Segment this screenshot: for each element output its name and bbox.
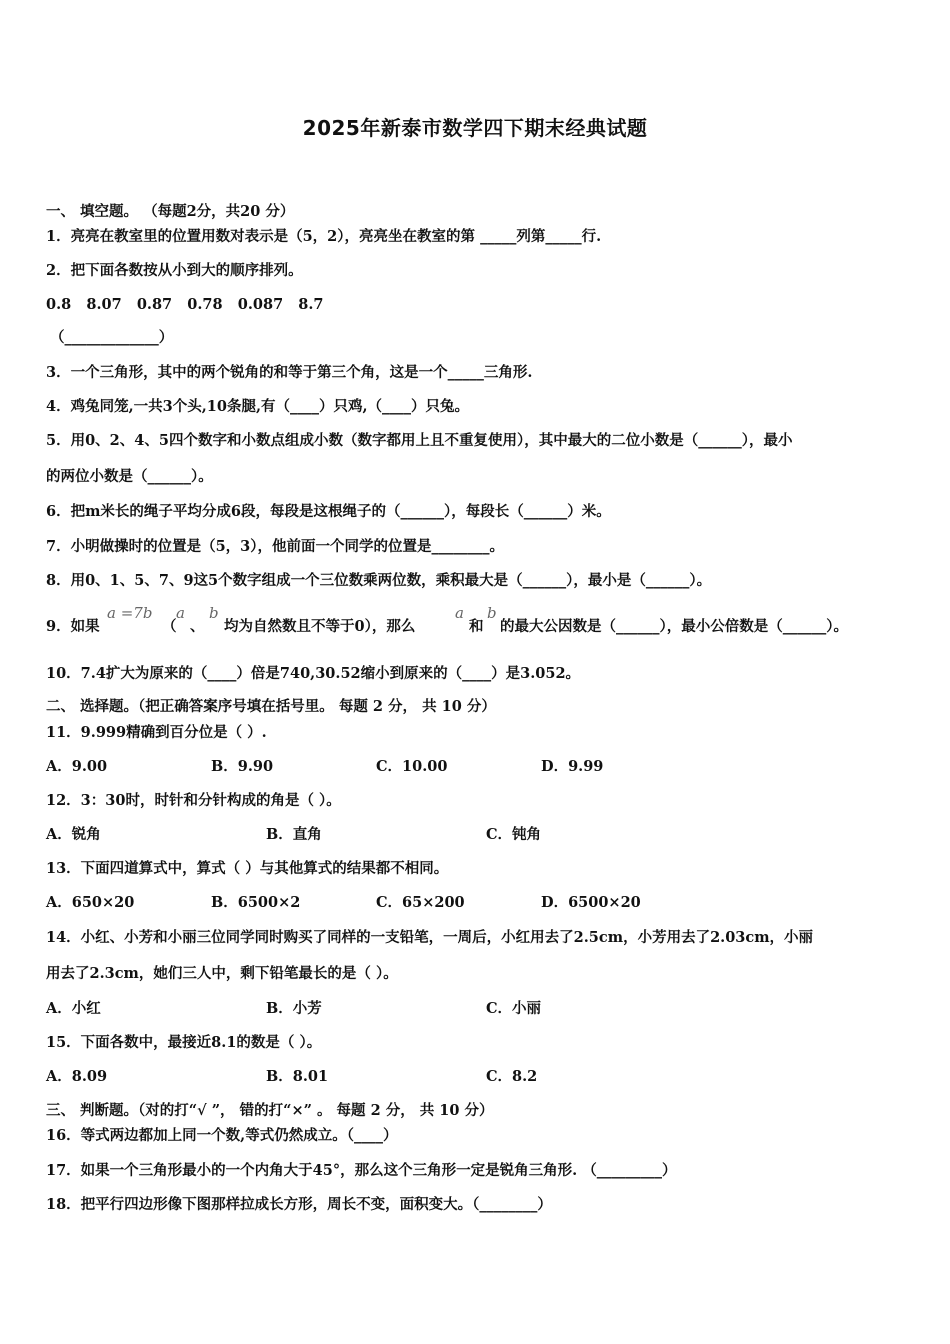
question-11: 11．9.999精确到百分位是（ ）. [46, 724, 267, 741]
question-12-option-c: C．钝角 [486, 826, 542, 843]
question-18: 18．把平行四边形像下图那样拉成长方形，周长不变，面积变大。（________） [46, 1196, 552, 1213]
question-9-suffix: 的最大公因数是（______），最小公倍数是（______）。 [500, 618, 848, 635]
question-9-var-a-2: a [455, 604, 464, 622]
question-2-numbers: 0.8 8.07 0.87 0.78 0.087 8.7 [46, 296, 324, 313]
section-heading-fill-blank: 一、 填空题。 （每题2分，共20 分） [46, 203, 295, 220]
question-11-option-a: A．9.00 [46, 758, 108, 775]
question-17: 17．如果一个三角形最小的一个内角大于45°，那么这个三角形一定是锐角三角形. （_________） [46, 1162, 677, 1179]
question-9-var-b-2: b [487, 604, 497, 622]
question-5-line-1: 5．用0、2、4、5四个数字和小数点组成小数（数字都用上且不重复使用），其中最大的二位小数是（______），最小 [46, 432, 793, 449]
question-15-option-c: C．8.2 [486, 1068, 538, 1085]
question-14-option-c: C．小丽 [486, 1000, 542, 1017]
question-15-option-a: A．8.09 [46, 1068, 108, 1085]
question-9-middle: 均为自然数且不等于0），那么 [224, 618, 416, 635]
question-2: 2．把下面各数按从小到大的顺序排列。 [46, 262, 303, 279]
question-9-prefix: 9．如果 [46, 618, 100, 635]
question-9-open-paren: （ [162, 618, 177, 635]
question-11-option-c: C．10.00 [376, 758, 448, 775]
question-1: 1．亮亮在教室里的位置用数对表示是（5，2），亮亮坐在教室的第 _____列第_____行. [46, 228, 602, 245]
question-6: 6．把m米长的绳子平均分成6段，每段是这根绳子的（______），每段长（______）米。 [46, 503, 611, 520]
question-15: 15．下面各数中，最接近8.1的数是（ ）。 [46, 1034, 322, 1051]
question-13-option-c: C．65×200 [376, 894, 465, 911]
question-14-option-a: A．小红 [46, 1000, 101, 1017]
question-14-option-b: B．小芳 [266, 1000, 322, 1017]
question-9-and: 和 [469, 618, 484, 635]
question-4: 4．鸡兔同笼,一共3个头,10条腿,有（____）只鸡,（____）只兔。 [46, 398, 470, 415]
question-13-option-a: A．650×20 [46, 894, 135, 911]
question-5-line-2: 的两位小数是（______）。 [46, 468, 213, 485]
question-3: 3．一个三角形，其中的两个锐角的和等于第三个角，这是一个_____三角形. [46, 364, 533, 381]
question-12-option-a: A．锐角 [46, 826, 101, 843]
question-7: 7．小明做操时的位置是（5，3），他前面一个同学的位置是________。 [46, 538, 505, 555]
question-13-option-d: D．6500×20 [541, 894, 641, 911]
question-14-line-1: 14．小红、小芳和小丽三位同学同时购买了同样的一支铅笔，一周后，小红用去了2.5cm，小芳用去了2.03cm，小丽 [46, 929, 814, 946]
question-11-option-b: B．9.90 [211, 758, 274, 775]
question-14-line-2: 用去了2.3cm，她们三人中，剩下铅笔最长的是（ ）。 [46, 965, 398, 982]
question-9-var-b: b [209, 604, 219, 622]
question-13-option-b: B．6500×2 [211, 894, 301, 911]
section-heading-true-false: 三、 判断题。（对的打“√ ”， 错的打“×” 。 每题 2 分， 共 10 分） [46, 1102, 494, 1119]
question-9-equation: a =7b [107, 604, 153, 622]
question-12: 12．3：30时，时针和分针构成的角是（ ）。 [46, 792, 341, 809]
question-10: 10．7.4扩大为原来的（____）倍是740,30.52缩小到原来的（____）是3.052。 [46, 665, 581, 682]
section-heading-multiple-choice: 二、 选择题。（把正确答案序号填在括号里。 每题 2 分， 共 10 分） [46, 698, 496, 715]
question-9-comma: 、 [190, 618, 205, 635]
question-9-var-a: a [176, 604, 185, 622]
question-16: 16．等式两边都加上同一个数,等式仍然成立。（____） [46, 1127, 398, 1144]
question-12-option-b: B．直角 [266, 826, 322, 843]
question-2-answer-blank: （_____________） [50, 329, 174, 346]
page-title: 2025年新泰市数学四下期末经典试题 [302, 116, 648, 140]
question-8: 8．用0、1、5、7、9这5个数字组成一个三位数乘两位数，乘积最大是（______），最小是（______）。 [46, 572, 712, 589]
question-11-option-d: D．9.99 [541, 758, 604, 775]
question-15-option-b: B．8.01 [266, 1068, 329, 1085]
question-13: 13．下面四道算式中，算式（ ）与其他算式的结果都不相同。 [46, 860, 449, 877]
